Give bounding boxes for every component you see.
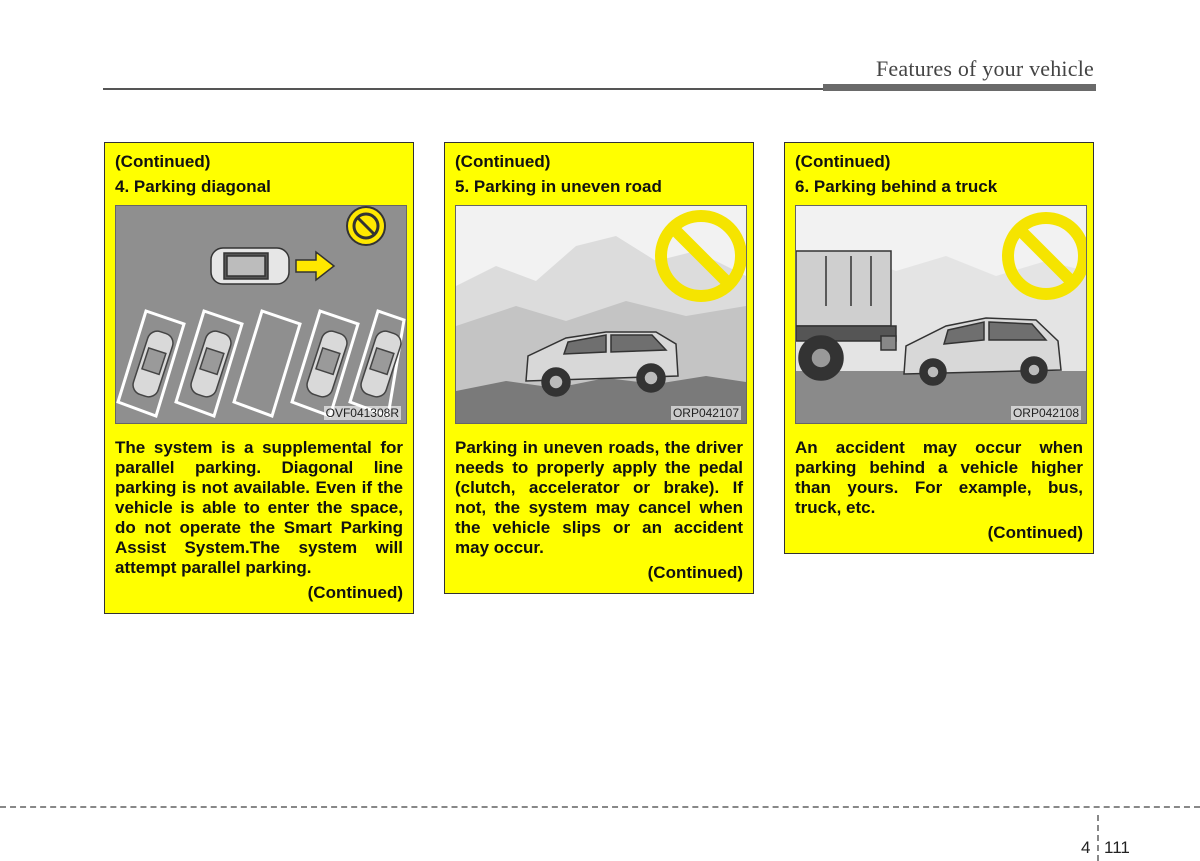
continued-label-bottom: (Continued) [647, 563, 743, 582]
diagonal-parking-illustration [115, 205, 407, 424]
figure-code: OVF041308R [325, 406, 399, 420]
caution-panel-uneven-road [444, 142, 754, 594]
figure-code: ORP042108 [1012, 406, 1079, 420]
panel-body-text: The system is a supplemental for parallel parking. Diagonal line parking is not available. Even if the vehicle is able to enter the space, do not operate the Smart Parking Assist System.The system will attempt parallel parking. [115, 438, 403, 577]
continued-label-top: (Continued) [115, 152, 211, 171]
header-rule-accent [823, 84, 1096, 91]
panel-heading: 4. Parking diagonal [115, 177, 271, 196]
uneven-road-illustration [455, 205, 747, 424]
panel-body-text: Parking in uneven roads, the driver needs to properly apply the pedal (clutch, accelerator or brake). If not, the system may cancel when the vehicle slips or an accident may occur. [455, 438, 743, 557]
continued-label-top: (Continued) [455, 152, 551, 171]
footer-dashed-rule [0, 806, 1200, 808]
panel-body-text: An accident may occur when parking behind a vehicle higher than yours. For example, bus, truck, etc. [795, 438, 1083, 517]
panel-heading: 5. Parking in uneven road [455, 177, 662, 196]
chapter-number: 4 [1081, 838, 1091, 857]
page-header-title: Features of your vehicle [875, 56, 1094, 81]
header-rule [103, 88, 823, 90]
behind-truck-illustration [795, 205, 1087, 424]
footer-dashed-divider [1097, 815, 1099, 861]
figure-code: ORP042107 [672, 406, 739, 420]
caution-panel-parking-diagonal [104, 142, 414, 614]
caution-panel-behind-truck [784, 142, 1094, 554]
continued-label-top: (Continued) [795, 152, 891, 171]
panel-heading: 6. Parking behind a truck [795, 177, 998, 196]
continued-label-bottom: (Continued) [307, 583, 403, 602]
page-number: 111 [1104, 838, 1130, 857]
continued-label-bottom: (Continued) [987, 523, 1083, 542]
